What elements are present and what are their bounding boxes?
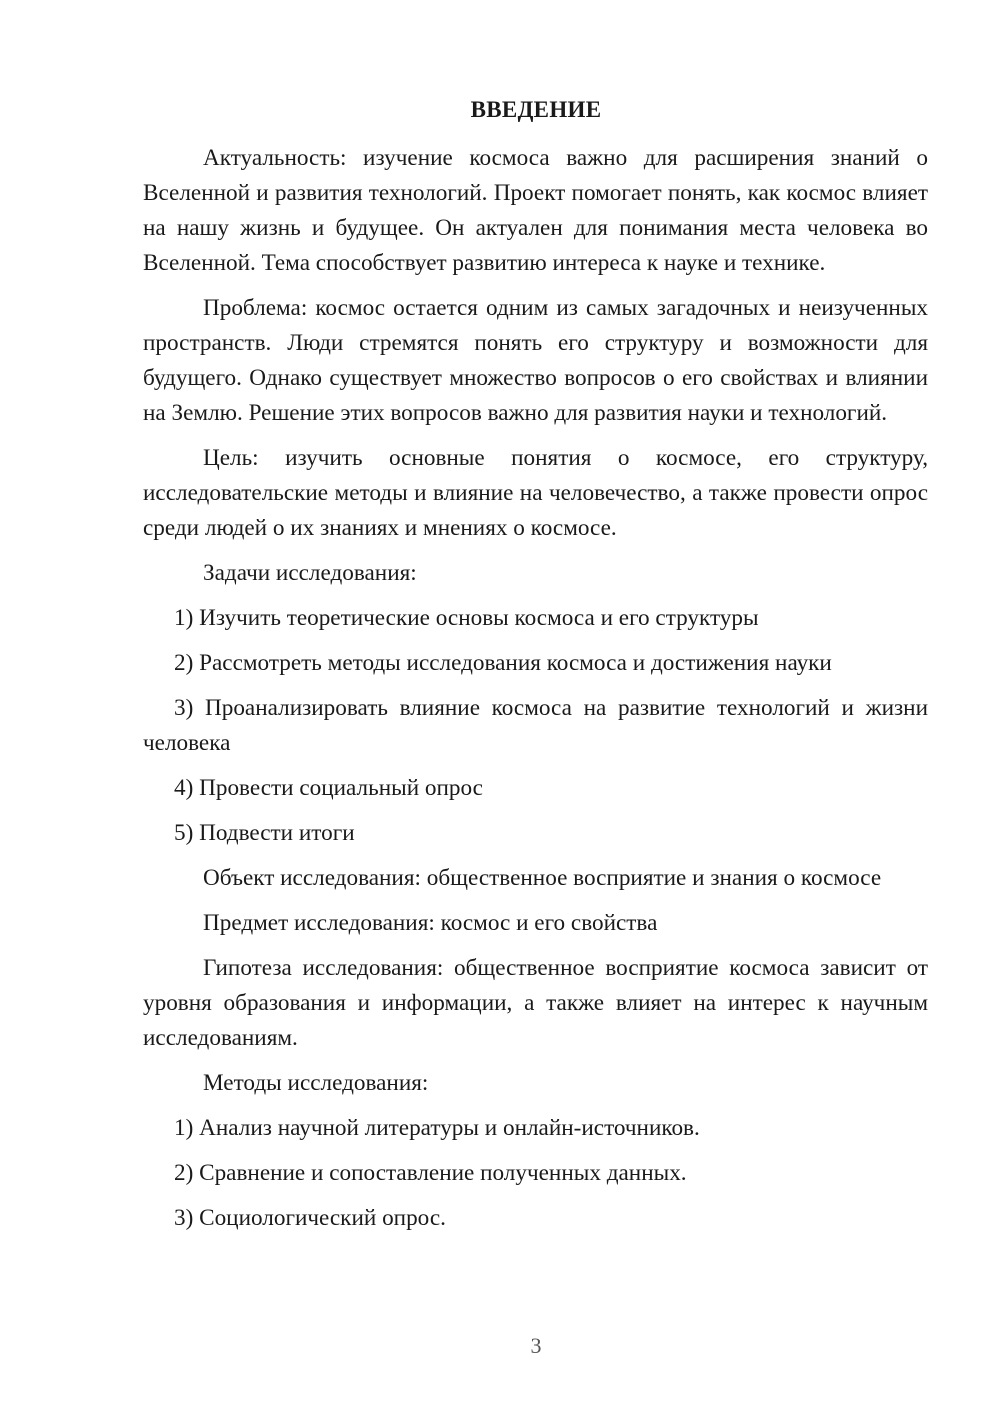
document-body [143, 141, 928, 1236]
hypothesis-paragraph: Гипотеза исследования: общественное восприятие космоса зависит от уровня образования и информации, а также влияет на интерес к научным исследованиям. [143, 955, 928, 1051]
problem-paragraph: Проблема: космос остается одним из самых загадочных и неизученных пространств. Люди стремятся понять его структуру и возможности для будущего. Однако существует множество вопросов о его свойствах и влиянии на Землю. Решение этих вопросов важно для развития науки и технологий. [143, 295, 928, 426]
tasks-label: Задачи исследования: [203, 560, 417, 586]
method-item-1: 1) Анализ научной литературы и онлайн-источников. [174, 1115, 700, 1141]
task-item-2: 2) Рассмотреть методы исследования космоса и достижения науки [174, 650, 832, 676]
subject-paragraph: Предмет исследования: космос и его свойства [203, 910, 658, 936]
method-item-3: 3) Социологический опрос. [174, 1205, 446, 1231]
task-item-3: 3) Проанализировать влияние космоса на развитие технологий и жизни человека [143, 695, 928, 756]
object-paragraph: Объект исследования: общественное восприятие и знания о космосе [203, 865, 882, 891]
page-heading: ВВЕДЕНИЕ [470, 97, 602, 122]
goal-paragraph: Цель: изучить основные понятия о космосе, его структуру, исследовательские методы и влияние на человечество, а также провести опрос среди людей о их знаниях и мнениях о космосе. [143, 445, 928, 541]
task-item-4: 4) Провести социальный опрос [174, 775, 483, 801]
methods-label: Методы исследования: [203, 1070, 429, 1096]
method-item-2: 2) Сравнение и сопоставление полученных данных. [174, 1160, 687, 1186]
relevance-paragraph: Актуальность: изучение космоса важно для расширения знаний о Вселенной и развития технологий. Проект помогает понять, как космос влияет на нашу жизнь и будущее. Он актуален для понимания места человека во Вселенной. Тема способствует развитию интереса к науке и технике. [143, 145, 928, 276]
task-item-1: 1) Изучить теоретические основы космоса и его структуры [174, 605, 759, 631]
task-item-5: 5) Подвести итоги [174, 820, 355, 846]
page-number: 3 [530, 1333, 542, 1358]
